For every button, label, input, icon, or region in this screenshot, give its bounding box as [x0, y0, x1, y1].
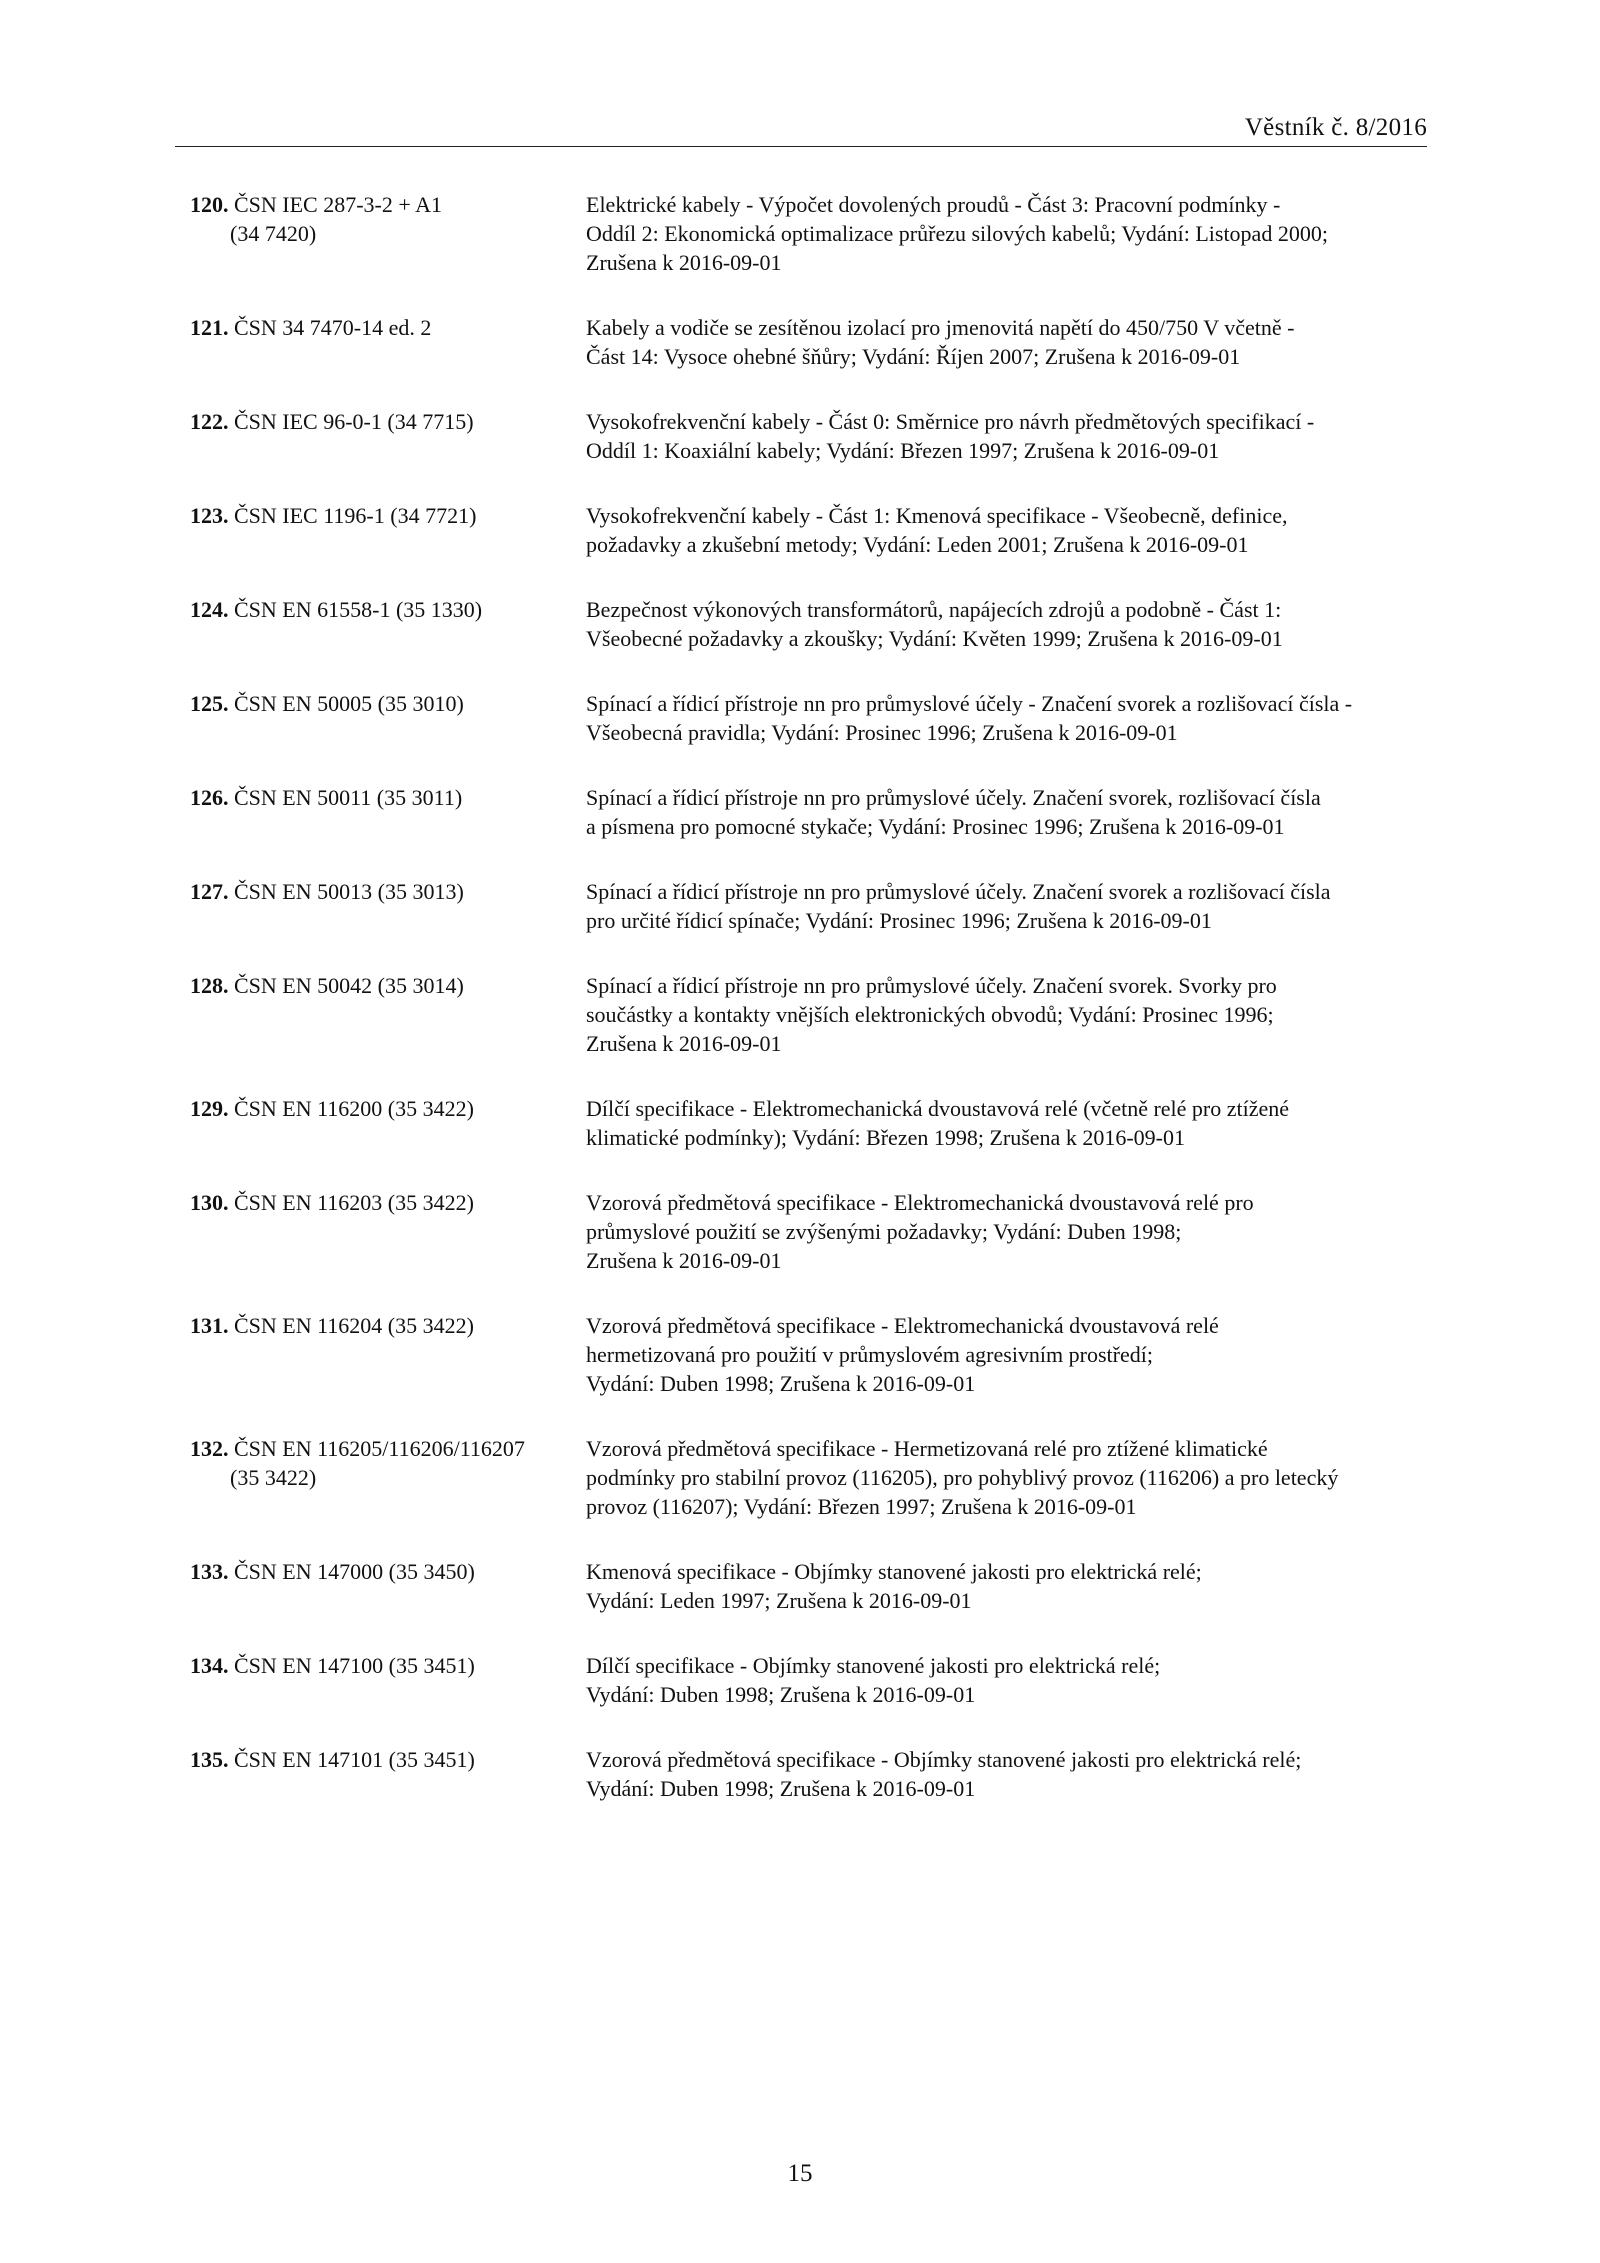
description-line: Spínací a řídicí přístroje nn pro průmyslové účely. Značení svorek, rozlišovací čísla	[586, 785, 1321, 810]
description-line: hermetizovaná pro použití v průmyslovém agresivním prostředí;	[586, 1342, 1153, 1367]
standard-description	[586, 1745, 1430, 1803]
entry-number: 133.	[190, 1559, 229, 1584]
description-line: Spínací a řídicí přístroje nn pro průmyslové účely. Značení svorek. Svorky pro	[586, 973, 1277, 998]
entry-number: 120.	[190, 192, 229, 217]
description-line: požadavky a zkušební metody; Vydání: Leden 2001; Zrušena k 2016-09-01	[586, 532, 1249, 557]
description-line: Oddíl 1: Koaxiální kabely; Vydání: Březen 1997; Zrušena k 2016-09-01	[586, 438, 1220, 463]
description-line: Spínací a řídicí přístroje nn pro průmyslové účely - Značení svorek a rozlišovací čísla -	[586, 691, 1353, 716]
standard-description	[586, 1434, 1430, 1521]
entry-number: 135.	[190, 1747, 229, 1772]
entry-number: 123.	[190, 503, 229, 528]
standard-entry	[190, 595, 1430, 653]
entry-number: 126.	[190, 785, 229, 810]
standard-code-column	[190, 501, 586, 530]
description-line: Kmenová specifikace - Objímky stanovené jakosti pro elektrická relé;	[586, 1559, 1202, 1584]
standard-entry	[190, 971, 1430, 1058]
page-number: 15	[787, 2160, 813, 2187]
standard-code-column	[190, 1311, 586, 1340]
description-line: Vydání: Duben 1998; Zrušena k 2016-09-01	[586, 1682, 976, 1707]
standard-entry	[190, 1094, 1430, 1152]
standard-code-column	[190, 1651, 586, 1680]
standard-code: ČSN EN 50011 (35 3011)	[234, 785, 463, 810]
entry-number: 121.	[190, 315, 229, 340]
standard-code-column	[190, 877, 586, 906]
description-line: Elektrické kabely - Výpočet dovolených proudů - Část 3: Pracovní podmínky -	[586, 192, 1281, 217]
standard-code-column	[190, 783, 586, 812]
description-line: a písmena pro pomocné stykače; Vydání: Prosinec 1996; Zrušena k 2016-09-01	[586, 814, 1285, 839]
entry-number: 127.	[190, 879, 229, 904]
description-line: provoz (116207); Vydání: Březen 1997; Zrušena k 2016-09-01	[586, 1494, 1137, 1519]
entry-number: 134.	[190, 1653, 229, 1678]
description-line: Spínací a řídicí přístroje nn pro průmyslové účely. Značení svorek a rozlišovací čísla	[586, 879, 1331, 904]
standard-entry	[190, 1745, 1430, 1803]
entry-number: 131.	[190, 1313, 229, 1338]
entry-number: 132.	[190, 1436, 229, 1461]
description-line: Dílčí specifikace - Elektromechanická dvoustavová relé (včetně relé pro ztížené	[586, 1096, 1290, 1121]
description-line: pro určité řídicí spínače; Vydání: Prosinec 1996; Zrušena k 2016-09-01	[586, 908, 1212, 933]
entry-number: 130.	[190, 1190, 229, 1215]
page-header	[175, 108, 1427, 147]
standard-description	[586, 971, 1430, 1058]
description-line: Část 14: Vysoce ohebné šňůry; Vydání: Říjen 2007; Zrušena k 2016-09-01	[586, 344, 1241, 369]
standard-code: ČSN 34 7470-14 ed. 2	[234, 315, 432, 340]
entry-number: 124.	[190, 597, 229, 622]
standard-code-continued: (34 7420)	[230, 221, 317, 246]
standard-entry	[190, 1434, 1430, 1521]
standard-code: ČSN EN 147000 (35 3450)	[234, 1559, 475, 1584]
standard-description	[586, 501, 1430, 559]
description-line: Vzorová předmětová specifikace - Elektromechanická dvoustavová relé	[586, 1313, 1219, 1338]
standard-entry	[190, 783, 1430, 841]
description-line: Vzorová předmětová specifikace - Objímky stanovené jakosti pro elektrická relé;	[586, 1747, 1302, 1772]
standard-description	[586, 877, 1430, 935]
description-line: Vzorová předmětová specifikace - Elektromechanická dvoustavová relé pro	[586, 1190, 1254, 1215]
standard-code: ČSN EN 116205/116206/116207	[234, 1436, 525, 1461]
description-line: Vysokofrekvenční kabely - Část 1: Kmenová specifikace - Všeobecně, definice,	[586, 503, 1288, 528]
description-line: Zrušena k 2016-09-01	[586, 250, 782, 275]
description-line: Vydání: Duben 1998; Zrušena k 2016-09-01	[586, 1371, 976, 1396]
standard-code: ČSN EN 50042 (35 3014)	[234, 973, 464, 998]
description-line: Zrušena k 2016-09-01	[586, 1248, 782, 1273]
standard-code-column	[190, 595, 586, 624]
description-line: Vysokofrekvenční kabely - Část 0: Směrnice pro návrh předmětových specifikací -	[586, 409, 1315, 434]
description-line: Zrušena k 2016-09-01	[586, 1031, 782, 1056]
standard-description	[586, 190, 1430, 277]
standard-description	[586, 783, 1430, 841]
bulletin-title: Věstník č. 8/2016	[1244, 114, 1427, 141]
standard-code: ČSN IEC 287-3-2 + A1	[234, 192, 442, 217]
standard-code-column	[190, 1094, 586, 1123]
standard-code-column	[190, 313, 586, 342]
standard-description	[586, 313, 1430, 371]
description-line: průmyslové použití se zvýšenými požadavky; Vydání: Duben 1998;	[586, 1219, 1182, 1244]
standard-entry	[190, 689, 1430, 747]
standard-code-column	[190, 407, 586, 436]
standard-code-column	[190, 1745, 586, 1774]
description-line: Vydání: Duben 1998; Zrušena k 2016-09-01	[586, 1776, 976, 1801]
standard-code: ČSN EN 147101 (35 3451)	[234, 1747, 475, 1772]
description-line: Vydání: Leden 1997; Zrušena k 2016-09-01	[586, 1588, 972, 1613]
standard-code: ČSN EN 61558-1 (35 1330)	[234, 597, 483, 622]
standard-description	[586, 1311, 1430, 1398]
standard-description	[586, 1557, 1430, 1615]
standard-code: ČSN EN 50005 (35 3010)	[234, 691, 464, 716]
standard-description	[586, 595, 1430, 653]
entry-number: 125.	[190, 691, 229, 716]
standard-entry	[190, 407, 1430, 465]
standard-description	[586, 407, 1430, 465]
entry-number: 122.	[190, 409, 229, 434]
entry-number: 129.	[190, 1096, 229, 1121]
standard-code: ČSN EN 147100 (35 3451)	[234, 1653, 475, 1678]
standard-entry	[190, 1651, 1430, 1709]
standard-description	[586, 1188, 1430, 1275]
description-line: podmínky pro stabilní provoz (116205), pro pohyblivý provoz (116206) a pro letecký	[586, 1465, 1339, 1490]
standards-list	[190, 190, 1430, 1839]
standard-description	[586, 689, 1430, 747]
standard-entry	[190, 1188, 1430, 1275]
standard-description	[586, 1094, 1430, 1152]
standard-code-column	[190, 689, 586, 718]
description-line: Dílčí specifikace - Objímky stanovené jakosti pro elektrická relé;	[586, 1653, 1161, 1678]
description-line: Bezpečnost výkonových transformátorů, napájecích zdrojů a podobně - Část 1:	[586, 597, 1282, 622]
standard-entry	[190, 190, 1430, 277]
standard-code-column	[190, 971, 586, 1000]
standard-code: ČSN EN 116203 (35 3422)	[234, 1190, 474, 1215]
standard-code-column	[190, 1188, 586, 1217]
standard-code-column	[190, 1434, 586, 1492]
standard-entry	[190, 313, 1430, 371]
standard-code: ČSN EN 116200 (35 3422)	[234, 1096, 474, 1121]
description-line: Kabely a vodiče se zesítěnou izolací pro jmenovitá napětí do 450/750 V včetně -	[586, 315, 1295, 340]
standard-entry	[190, 1557, 1430, 1615]
standard-entry	[190, 501, 1430, 559]
description-line: Všeobecná pravidla; Vydání: Prosinec 1996; Zrušena k 2016-09-01	[586, 720, 1178, 745]
standard-entry	[190, 1311, 1430, 1398]
description-line: Všeobecné požadavky a zkoušky; Vydání: Květen 1999; Zrušena k 2016-09-01	[586, 626, 1283, 651]
standard-code: ČSN EN 116204 (35 3422)	[234, 1313, 474, 1338]
standard-code: ČSN EN 50013 (35 3013)	[234, 879, 464, 904]
standard-entry	[190, 877, 1430, 935]
entry-number: 128.	[190, 973, 229, 998]
standard-code: ČSN IEC 1196-1 (34 7721)	[234, 503, 477, 528]
standard-description	[586, 1651, 1430, 1709]
standard-code-column	[190, 190, 586, 248]
description-line: klimatické podmínky); Vydání: Březen 1998; Zrušena k 2016-09-01	[586, 1125, 1185, 1150]
description-line: Oddíl 2: Ekonomická optimalizace průřezu silových kabelů; Vydání: Listopad 2000;	[586, 221, 1328, 246]
description-line: součástky a kontakty vnějších elektronických obvodů; Vydání: Prosinec 1996;	[586, 1002, 1274, 1027]
standard-code-column	[190, 1557, 586, 1586]
description-line: Vzorová předmětová specifikace - Hermetizovaná relé pro ztížené klimatické	[586, 1436, 1268, 1461]
standard-code: ČSN IEC 96-0-1 (34 7715)	[234, 409, 474, 434]
standard-code-continued: (35 3422)	[230, 1465, 317, 1490]
